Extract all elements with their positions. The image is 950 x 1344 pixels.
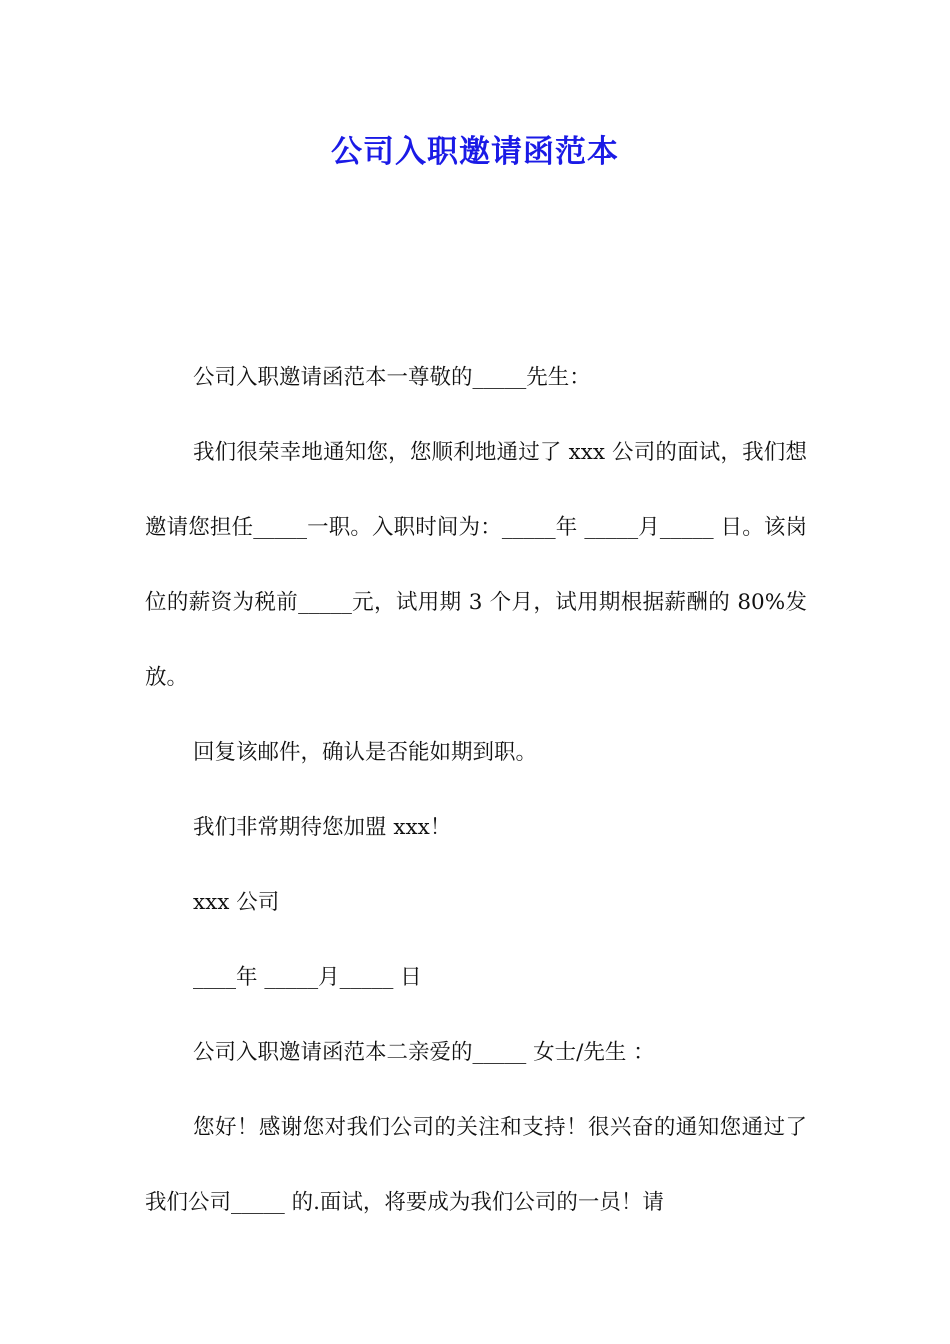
paragraph-closing: 我们非常期待您加盟 xxx！	[193, 815, 452, 840]
paragraph-signature-date: ____年 _____月_____ 日	[193, 965, 422, 990]
document-title: 公司入职邀请函范本	[331, 134, 619, 170]
paragraph-greeting-1: 公司入职邀请函范本一尊敬的_____先生：	[193, 365, 591, 390]
document-body	[145, 340, 807, 1240]
paragraph-signature-company: xxx 公司	[193, 890, 280, 915]
paragraph-greeting-2: 公司入职邀请函范本二亲爱的_____ 女士/先生 ：	[193, 1040, 655, 1065]
paragraph-congratulations: 您好！感谢您对我们公司的关注和支持！很兴奋的通知您通过了我们公司_____ 的.面试，将要成为我们公司的一员！请	[145, 1115, 807, 1215]
paragraph-offer-details: 我们很荣幸地通知您，您顺利地通过了 xxx 公司的面试，我们想邀请您担任_____一职。入职时间为：_____年 _____月_____ 日。该岗位的薪资为税前_____元，试用期 3 个月，试用期根据薪酬的 80%发放。	[145, 440, 807, 690]
paragraph-reply-request: 回复该邮件，确认是否能如期到职。	[193, 740, 538, 765]
